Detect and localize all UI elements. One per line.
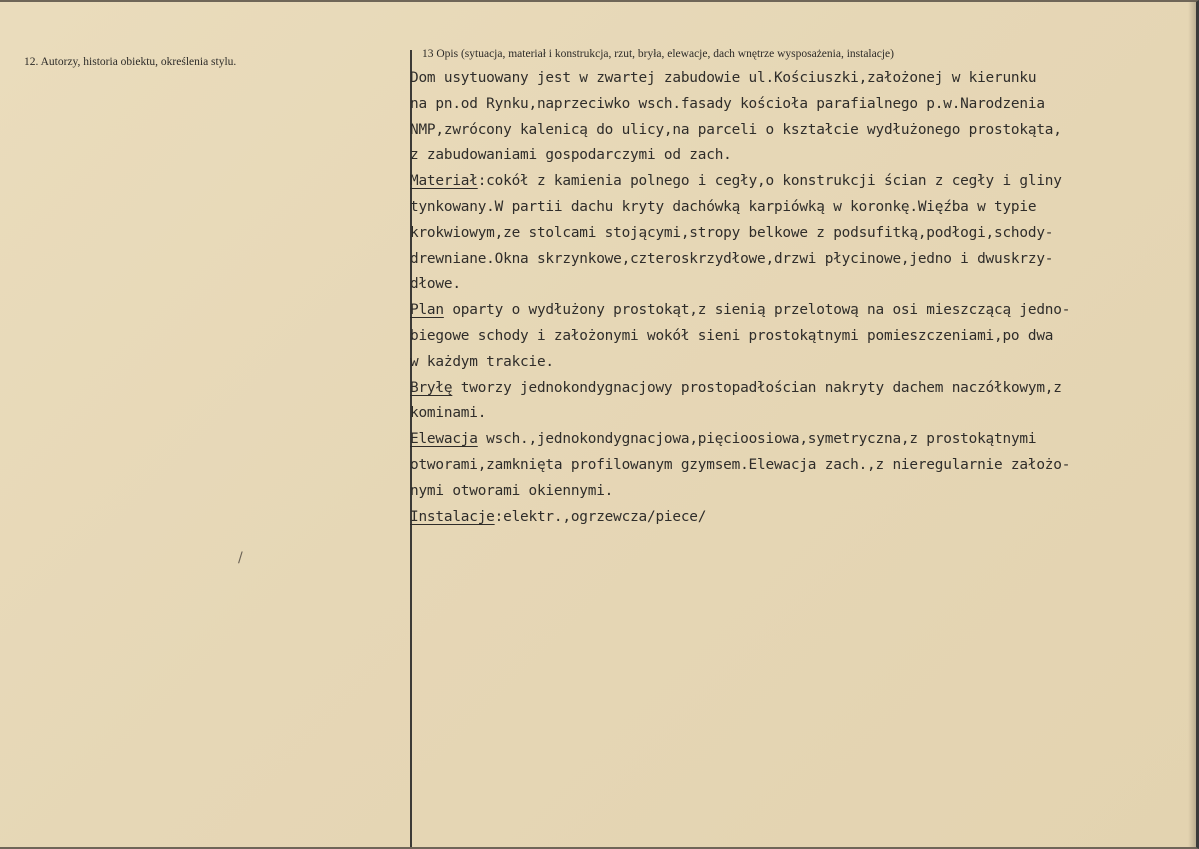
line-text: tworzy jednokondygnacjowy prostopadłościan nakryty dachem naczółkowym,z	[452, 379, 1062, 396]
description-line	[410, 350, 1190, 376]
description-line	[410, 505, 1190, 531]
description-line	[410, 169, 1190, 195]
description-line	[410, 143, 1190, 169]
section-label: Plan	[410, 302, 444, 319]
line-text: na pn.od Rynku,naprzeciwko wsch.fasady kościoła parafialnego p.w.Narodzenia	[410, 95, 1045, 112]
line-text: kominami.	[410, 405, 487, 422]
description-line	[410, 298, 1190, 324]
description-line	[410, 272, 1190, 298]
line-text: :elektr.,ogrzewcza/piece/	[494, 508, 707, 525]
description-line	[410, 453, 1190, 479]
line-text: nymi otworami okiennymi.	[410, 482, 614, 499]
line-text: biegowe schody i założonymi wokół sieni prostokątnymi pomieszczeniami,po dwa	[410, 327, 1054, 344]
description-line	[410, 479, 1190, 505]
section-label: Bryłę	[410, 379, 453, 396]
description-line	[410, 324, 1190, 350]
line-text: Dom usytuowany jest w zwartej zabudowie ul.Kościuszki,założonej w kierunku	[410, 70, 1037, 86]
line-text: oparty o wydłużony prostokąt,z sienią przelotową na osi mieszczącą jedno-	[443, 302, 1071, 319]
description-line	[410, 66, 1190, 92]
field-13-heading: 13 Opis (sytuacja, materiał i konstrukcja, rzut, bryła, elewacje, dach wnętrze wysposażenia, instalacje)	[422, 48, 894, 60]
line-text: drewniane.Okna skrzynkowe,czteroskrzydłowe,drzwi płycinowe,jedno i dwuskrzy-	[410, 250, 1054, 267]
section-label: Elewacja	[410, 431, 478, 448]
description-text	[410, 66, 1190, 530]
description-line	[410, 376, 1190, 402]
line-text: tynkowany.W partii dachu kryty dachówką karpiówką w koronkę.Więźba w typie	[410, 198, 1037, 215]
section-label: Instalacje	[410, 508, 495, 525]
description-line	[410, 118, 1190, 144]
line-text: dłowe.	[410, 276, 461, 293]
description-line	[410, 427, 1190, 453]
line-text: krokwiowym,ze stolcami stojącymi,stropy belkowe z podsufitką,podłogi,schody-	[410, 224, 1054, 241]
description-line	[410, 195, 1190, 221]
description-line	[410, 401, 1190, 427]
card-edge-shadow	[1188, 2, 1196, 847]
line-text: :cokół z kamienia polnego i cegły,o konstrukcji ścian z cegły i gliny	[477, 173, 1062, 190]
field-12-heading: 12. Autorzy, historia obiektu, określenia stylu.	[24, 56, 237, 68]
line-text: z zabudowaniami gospodarczymi od zach.	[410, 147, 732, 164]
line-text: wsch.,jednokondygnacjowa,pięcioosiowa,symetryczna,z prostokątnymi	[477, 431, 1037, 448]
description-line	[410, 92, 1190, 118]
line-text: NMP,zwrócony kalenicą do ulicy,na parceli o kształcie wydłużonego prostokąta,	[410, 121, 1062, 138]
line-text: otworami,zamknięta profilowanym gzymsem.Elewacja zach.,z nieregularnie założo-	[410, 456, 1071, 473]
line-text: w każdym trakcie.	[410, 353, 554, 370]
field-12-panel	[0, 2, 410, 849]
pencil-mark: /	[238, 550, 243, 566]
section-label: Materiał	[410, 173, 478, 190]
description-line	[410, 247, 1190, 273]
description-line	[410, 221, 1190, 247]
